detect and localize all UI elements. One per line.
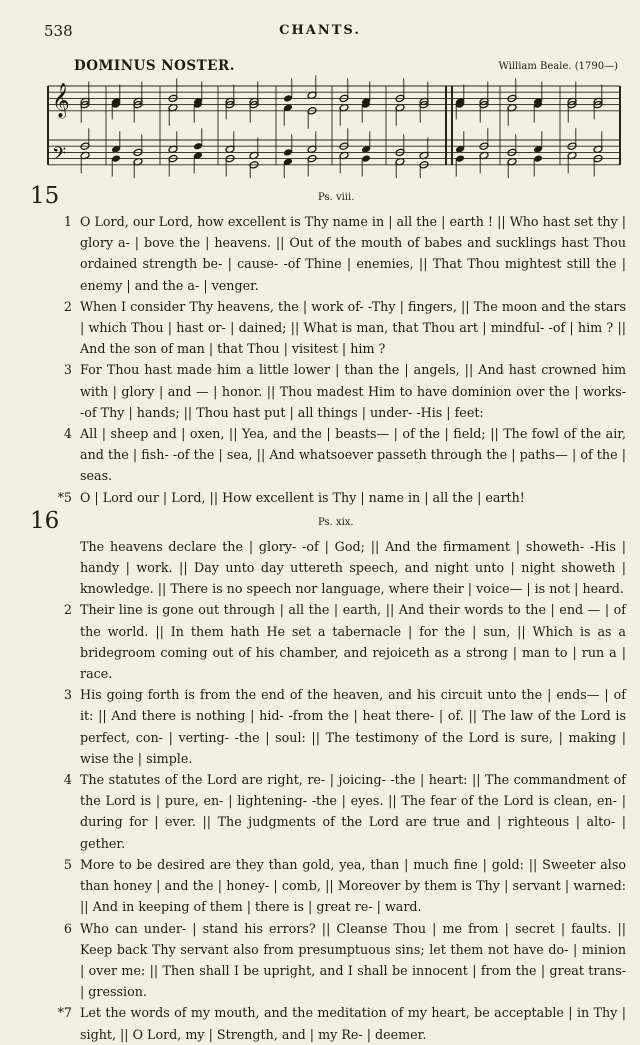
verse-text: Their line is gone out through | all the | earth, || And their words to the | end — | of the world. || In them hath He set a tabernacle | for the | sun, || Which is as a bridegroom coming out of his chamber, and rejoiceth as a strong | man to | run a | race. xyxy=(80,602,626,682)
verse-number: 6 xyxy=(63,920,72,936)
verse xyxy=(63,423,626,487)
verse xyxy=(57,487,626,508)
verse-number: 4 xyxy=(63,426,72,442)
verse xyxy=(63,296,626,360)
verse-text: O | Lord our | Lord, || How excellent is Thy | name in | all the | earth! xyxy=(80,489,525,505)
composer-credit: William Beale. (1790—) xyxy=(498,61,618,72)
verse-number: 4 xyxy=(63,772,72,788)
verse xyxy=(63,599,626,684)
chant-score xyxy=(40,72,630,178)
verse xyxy=(57,1002,626,1044)
verse-text: All | sheep and | oxen, || Yea, and the | beasts— | of the | field; || The fowl of the air, and the | fish- -of the | sea, || And whatsoever passeth through the | paths— | of the | seas. xyxy=(80,426,626,484)
psalm-15 xyxy=(0,183,640,508)
verse-number: 2 xyxy=(63,298,72,314)
psalm-16 xyxy=(0,508,640,1045)
verse-number: 1 xyxy=(63,214,72,229)
notes xyxy=(80,75,603,178)
verse-number: *5 xyxy=(57,489,72,505)
verse-text: When I consider Thy heavens, the | work of- -Thy | fingers, || The moon and the stars | which Thou | hast or- | dained; || What is man, that Thou art | mindful- -of | him ? || And the son of man | that Thou | visitest | him ? xyxy=(80,298,626,357)
chant-title: DOMINUS NOSTER. xyxy=(74,58,235,74)
verse-number: *7 xyxy=(57,1005,72,1021)
verse xyxy=(63,854,626,918)
psalm-reference: Ps. viii. xyxy=(318,192,355,203)
running-title: CHANTS. xyxy=(279,23,361,38)
psalm-texts xyxy=(0,183,640,1045)
verse-text: The heavens declare the | glory- -of | God; || And the firmament | showeth- -His | handy | work. || Day unto day uttereth speech, and night unto | night showeth | knowledge. || There is no speech nor language, where their | voice— | is not | heard. xyxy=(80,538,626,597)
verse-text: For Thou hast made him a little lower | than the | angels, || And hast crowned him with | glory | and — | honor. || Thou madest Him to have dominion over the | works- -of Thy | hands; || Thou hast put | all things | under- -His | feet: xyxy=(80,362,626,420)
page-number: 538 xyxy=(44,22,73,40)
verse xyxy=(63,769,626,854)
psalm-reference: Ps. xix. xyxy=(318,516,354,528)
verse xyxy=(63,684,626,769)
verse-text: More to be desired are they than gold, yea, than | much fine | gold: || Sweeter also than honey | and the | honey- | comb, || Moreover by them is Thy | servant | warned: || And in keeping of them | there is | great re- | ward. xyxy=(80,856,626,915)
verse-text: His going forth is from the end of the heaven, and his circuit unto the | ends— | of it: || And there is nothing | hid- -from the | heat there- | of. || The law of the Lord is perfect, con- | verting- -the | soul: || The testimony of the Lord is sure, | making | wise the | simple. xyxy=(80,687,626,766)
treble-clef-icon: 𝄞 xyxy=(52,83,70,118)
verse xyxy=(63,359,626,423)
verse-number: 3 xyxy=(63,687,72,703)
verse-text: The statutes of the Lord are right, re- | joicing- -the | heart: || The commandment of the Lord is | pure, en- | lightening- -the | eyes. || The fear of the Lord is clean, en- | during for | ever. || The judgments of the Lord are true and | righteous | alto- | gether. xyxy=(80,772,626,851)
psalm-heading xyxy=(0,508,640,536)
verse-number: 2 xyxy=(63,602,72,618)
verse-text: O Lord, our Lord, how excellent is Thy name in | all the | earth ! || Who hast set thy | glory a- | bove the | heavens. || Out of the mouth of babes and sucklings hast Thou ordained strength be- | cause- -of Thine | enemies, || That Thou mightest still the | enemy | and the a- | venger. xyxy=(80,214,626,293)
verse xyxy=(63,918,626,1003)
verse-text: Who can under- | stand his errors? || Cleanse Thou | me from | secret | faults. || Keep back Thy servant also from presumptuous sins; let them not have do- | minion | over me: || Then shall I be upright, and I shall be innocent | from the | great trans- | gression. xyxy=(80,920,626,1000)
psalm-number: 15 xyxy=(30,183,60,209)
verse-text: Let the words of my mouth, and the meditation of my heart, be acceptable | in Thy | sight, || O Lord, my | Strength, and | my Re- | deemer. xyxy=(80,1005,626,1042)
psalm-heading xyxy=(0,183,640,211)
page-header xyxy=(44,22,596,42)
bass-clef-icon: 𝄢 xyxy=(52,144,67,169)
verse-number: 3 xyxy=(63,362,72,378)
verse xyxy=(80,536,626,600)
verse-number: 5 xyxy=(63,856,72,872)
verse xyxy=(63,211,626,296)
psalm-number: 16 xyxy=(30,507,60,534)
